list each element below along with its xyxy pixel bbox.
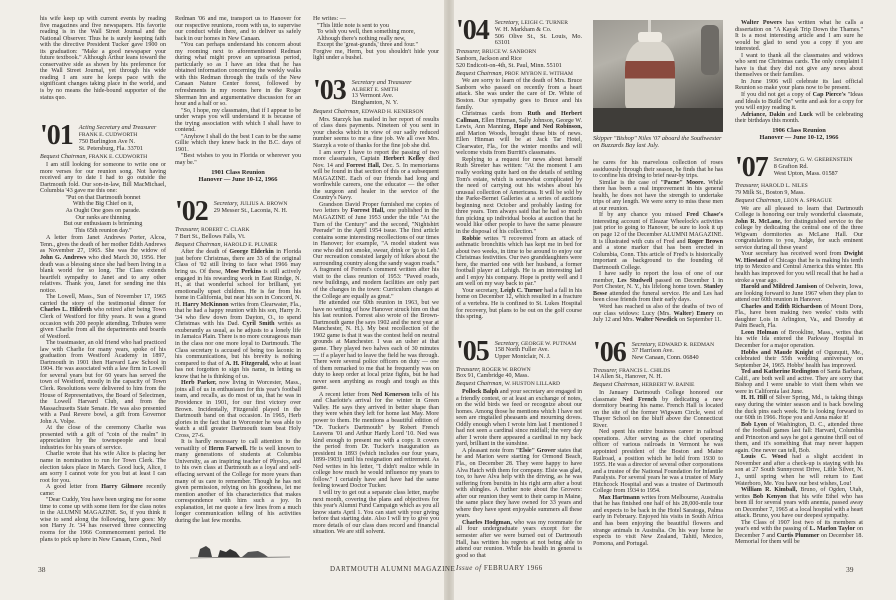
class-header-02: '02 Secretary, JULIUS A. BROWN 29 Messer St., Laconia, N. H. xyxy=(175,195,288,227)
issue-footer: Issue of FEBRUARY 1966 xyxy=(456,564,543,572)
class-header-06: '06 Secretary, EDWARD R. REDMAN 37 Harrison Ave. New Canaan, Conn. 06840 xyxy=(593,336,715,368)
paragraph: H. H. Hill of Silver Spring, Md., is taking things easy during the winter season and is back bowling the duck pins each week. He is looking forward to our 60th in 1966. Hope you and Anna make it! xyxy=(735,395,863,422)
paragraph: The Class of 1907 lost two of its members at year's end with the passing of L. Marlon Taylor on December 7 and Curtis Plummer on December 18. Memorial for them will be xyxy=(735,519,864,546)
paragraph: A good letter from Harry Gilmore recently came: xyxy=(40,484,166,497)
paragraph: We are all pleased to learn that Dartmouth College is honoring our truly wonderful classmate, John R. McLane, for distinguished service to the college by dedicating the central one of the three Wigwam dormitories as McLane Hall. Our congratulations to you, Judge, for such eminent service during all these years! xyxy=(735,205,863,251)
poem: "Put on that Dartmouth bonnet With the Big Chief on it, As Ought One goes on parade. Our ranks are thinning But our enthusiasm is brimming This 65th reunion day." xyxy=(63,194,143,234)
treasurer: Treasurer, FRANCIS L. CHILDS 14 Allen St., Hanover, N. H. xyxy=(593,367,671,381)
paragraph: I want to thank all the classmates and widows who sent me Christmas cards. The only complaint I have is that they did not give any news about themselves or their families. xyxy=(735,52,863,79)
bequest-chairman: Bequest Chairman, LEON A. SPRAGUE xyxy=(735,197,832,204)
paragraph: William R. Kimball, Bruno, of Ogden, Utah, writes Bob Kenyon that his wife Ethel who has been ill for several years with anemia, passed away on December 7, 1965 at a local hospital with a heart attack. Bruno, you have our deepest sympathy. xyxy=(735,487,863,520)
paragraph: He writes: — xyxy=(313,16,346,22)
page-spine xyxy=(444,0,454,600)
paragraph: I have sadly to report the loss of one of our member, Les Studwell passed on December 1 in Port Chester, N. Y., his lifelong home town. Stanley Besse attended the funeral service. He and Les had been close friends from their early days. xyxy=(593,271,723,304)
paragraph: I will try to get out a separate class letter, maybe next month, covering the plans and objectives for this year's Alumni Fund Campaign which as you all know starts April 1. You can start with your giving before that starting date. Also I will try to give you more details of our class dues record and financial situation. We are still solvent. xyxy=(313,489,440,536)
paragraph: Replying to a request for news about herself Ruth Streeter has written: "At the moment I am really working quite hard on the details of settling Tom's estate, which is somewhat complicated by the need of carrying out his wishes about his unusual collection of Americana. It will be sold by the Parke-Bernet Galleries at a series of auctions beginning next October and probably lasting for three years. Tom always said that he had so much fun picking up individual books at auction that he would like other people to have the same pleasure in the disposal of his collection." xyxy=(456,156,582,235)
bequest-chairman: Bequest Chairman, EDWARD H. KENERSON xyxy=(313,109,424,116)
class-year: '05 xyxy=(456,335,489,367)
paragraph: Ted and Katherine Redington of Santa Barbara, Calif., are both well and active. They are sorry that Bishop and I were unable to visit them when we were in California last June. xyxy=(735,369,864,395)
paragraph: Harold and Mildred Jamison of Oelwein, Iowa, are looking forward to June 1967 when they plan to attend our 60th reunion in Hanover. xyxy=(735,284,863,304)
paragraph: "Best wishes to you in Florida or wherever you may be." xyxy=(175,153,301,167)
bequest-chairman: Bequest Chairman, HAROLD E. PLUMER xyxy=(175,241,278,248)
paragraph: "So, I hope, my classmates, that if I appear to be under wraps you will understand it is because of the trying association with which I shall have to contend. xyxy=(175,107,301,134)
paragraph: Ned spent his entire business career in railroad operations. After serving as the chief operating officer of various railroads in Vermont he was appointed president of the Boston and Maine Railroad, a position which he held from 1930 to 1955. He was a director of several other corporations and a trustee of the National Foundation for Infantile Paralysis. For several years he was a trustee of Mary Hitchcock Hospital and was a trustee of Dartmouth College from 1934 to 1954. xyxy=(593,429,723,495)
paragraph: Max Hartmann writes from Melbourne, Australia that he has finished one half of his 28,000-mile tour and expects to be back in the Hotel Saratoga, Palma early in February. Enjoyed his visits in South Africa and has been enjoying the beautiful flowers and strange animals in Australia. On his way home he expects to visit New Zealand, Tahiti, Mexico, Pomona, and Portugal. xyxy=(593,494,723,547)
bequest-chairman: Bequest Chairman, FRANK E. CUDWORTH xyxy=(40,154,148,161)
paragraph: Robbie writes "I recovered from an attack of asthmatic bronchitis which has kept me in bed for about two weeks, in time to be around to enjoy our Christmas festivities. Our two granddaughters were here, the married one with her husband, a former football player at Lehigh. He is an interesting lad and I enjoy his company. Hope is pretty well and I am well on my way back to par." xyxy=(456,235,582,288)
paragraph: "You can perhaps understand his concern about my rooming next to aforementioned Redman during what might prove an uproarious period, particularly so as I have an idea that he has obtained information concerning the weekly walks with this Redman through the trails of the New Canaan Nature Center forest, followed by refreshments in my rooms here in the Roger Sherman Inn and argumentative discussion for an hour and a half or so. xyxy=(175,42,301,108)
treasurer: Treasurer, HAROLD L. NILES 79 Milk St., Boston 9, Mass. xyxy=(735,183,808,196)
secretary-role: Acting Secretary and Treasurer xyxy=(78,124,157,132)
paragraph: It is hardly necessary to call attention to the versatility of Herm Farwell. He is well known to many generations of students at Columbia University, as an inspiring teacher of Physics, and to his own class at Dartmouth as a loyal and self-effacing servant of the College for more years than many of us care to remember. Though he has not given permission, relying on his goodness, let me mention another of his characteristics that makes correspondence with him such a joy. In explanation, let me quote a few lines from a much longer communication telling of his activities during the last few months. xyxy=(175,439,301,524)
sailboat-photo xyxy=(593,20,723,132)
paragraph: Bob Lyon of Washington, D. C., attended three of the football games last fall: Harvard, Columbia and Princeton and says he got a genuine thrill out of them, and it's something that may never happen again. One never can tell, Bob. xyxy=(735,421,863,454)
paragraph: We are sorry to learn of the death of Mrs. Bruce Sanborn who passed on recently from a heart attack. She was under the care of Dr. White of Boston. Our sympathy goes to Bruce and his family. xyxy=(456,78,582,111)
class-header-03: '03 Secretary and Treasurer ALBERT E. SMITH 13 Vermont Ave. Binghamton, N. Y. xyxy=(313,74,412,107)
paragraph: Charles and Edith Richardson of Mount Dora, Fla., have been making two weeks' visits with daughter Lois in Arlington, Va., and Dorothy at Palm Beach, Fla. xyxy=(735,303,864,330)
secretary-name: LEIGH C. TURNER xyxy=(521,20,568,26)
secretary-address: 750 Burlington Ave N. xyxy=(78,137,136,145)
paragraph: Leon Holman of Brookline, Mass., writes that his wife Ida entered the Parkway Hospital in December for a major operation. xyxy=(735,329,863,350)
paragraph: Similar is the case of "Pacne" Moore. While there has been a real improvement in his general health, he does not have the strength to undertake trips of any length. We were sorry to miss these men at our reunion. xyxy=(593,179,723,212)
secretary-name: GEORGE W. PUTNAM xyxy=(521,340,577,347)
paragraph: Mrs. Starzyk has mailed in her report of results of class dues payments. Nineteen of you sent in your checks which in view of our sadly reduced number seems to me a fine job. We all owe Mrs. Starzyk a vote of thanks for the fine job she did. xyxy=(313,116,439,149)
secretary-name: G. W. GREBENSTEIN xyxy=(800,157,853,164)
column-3 xyxy=(313,16,439,536)
column-6 xyxy=(735,20,863,546)
class-year: '01 xyxy=(40,120,73,152)
paragraph: Pollock Balph and your secretary are engaged in a friendly contest, or at least an exchange of notes, on the wild birds we feed or recognize about our homes. Among those he mentions which I have not seen are ringtailed pheasants and mourning doves. Oddly enough when I wrote him last I mentioned I had not seen a cardinal since midfall; the very day after I wrote there appeared a cardinal in my back yard, brilliant in the sunshine. xyxy=(456,389,582,448)
paragraph: "Anyhow I shall do the best I can to be the same Gillie which they knew back in the B.C. days of 1901. xyxy=(175,133,301,153)
paragraph: he cares for his marvelous collection of roses assiduously through their season, he finds that he has to confine his driving to brief near-by trips. xyxy=(593,160,723,180)
column-4 xyxy=(456,15,583,559)
paragraph: I am still looking for someone to write one or more verses for our reunion song. Not having received any to date I had to go outside the Dartmouth fold. Our son-in-law, Bill MacMichael, Columbia '43 gave me this one: xyxy=(40,162,166,195)
paragraph: Herb Parker, now living in Worcester, Mass., joins all of us in enthusiasm for this year's football team, and recalls, as do most of us, that he was in Providence in 1901, for our first victory over Brown. Incidentally, Fitzgerald played in the Dartmouth band on that occasion. In 1965, Herb glories in the fact that in Worcester he was able to watch a still greater Dartmouth team beat Holy Cross, 27-6. xyxy=(175,380,301,439)
paragraph: Adriance, Dakin and Luck will be celebrating their birthdays this month. xyxy=(735,111,864,125)
paragraph: He attended our 60th reunion in 1963, but we have no writing of how Hanover struck him on that his last reunion. Forrest also wrote of the Brown-Dartmouth game (he says 1902 and the next year at Manchester, N. H.). My best recollection of the 1902 game is that it was the contest held on neutral grounds at Manchester. I was an usher at that game. They played two halves each of 30 minutes — if a player had to leave the field he was through. There were several police officers on duty — one of them remarked to me that he frequently was on duty to keep order at local prize fights, but he had never seen anything as rough and tough as this game. xyxy=(313,300,439,392)
paragraph: The Lowell, Mass., Sun of November 17, 1965 carried the story of the testimonial dinner for Charles L. Hildreth who retired after being Town Clerk of Westford for fifty years. It was a grand occasion with 200 people attending. Tributes were given Charlie from all the departments and boards of Westford. xyxy=(40,294,166,340)
page-number-left: 38 xyxy=(38,565,46,574)
secretary-name: ALBERT E. SMITH xyxy=(351,86,399,93)
treasurer: Treasurer, ROGER W. BROWN Box 91, Cambridge 40, Mass. xyxy=(456,366,531,380)
paragraph: Word has reached us also of the deaths of two of our class widows: Lucy (Mrs. Walter) Emery on July 12 and Mrs. Walter Newdick on September 11. xyxy=(593,304,723,324)
class-header-05: '05 Secretary, GEORGE W. PUTNAM 158 North Fuller Ave. Upper Montclair, N. J. xyxy=(456,335,577,367)
paragraph: If you did not get a copy of Cap Pierce's "Ideas and Ideals to Build On" write and ask for a copy for you will enjoy reading it. xyxy=(735,92,863,112)
class-year: '03 xyxy=(313,74,346,106)
column-1 xyxy=(40,16,166,543)
class-header-04: '04 Secretary, LEIGH C. TURNER W. H. Markham & Co. 506 Olive St., St. Louis, Mo. 63101 xyxy=(456,15,582,47)
secretary-name: FRANK E. CUDWORTH xyxy=(78,131,138,138)
paragraph: A recent letter from Ned Kenerson tells of his and Charlotte's arrival for the winter in Green Valley. He says they arrived in better shape than they were when they left for home last May. More power to them. He mentions a beautiful edition of "Dr. Tucker's Dartmouth" by Robert French Leavens '01 and Arthur Hardy Lord '10. Ned was kind enough to present me with a copy. It covers the period from Dr. Tucker's inauguration as president in 1893 (which includes our four years, 1899-1903) until his resignation and retirement. As Ned writes in his letter, "I didn't realize while in college how much he would influence my years to follow." I certainly have and have had the same feeling toward Doctor Tucker. xyxy=(313,391,439,490)
secretary-address: 29 Messer St., Laconia, N. H. xyxy=(213,206,288,214)
class-year: '07 xyxy=(735,152,768,184)
class-year: '04 xyxy=(456,15,489,46)
paragraph: After the death of George Elderkin in Florida just before Christmas, there are 33 of the original Class of '02 still living to face what 1966 may bring us. Of these, Mose Perkins is still actively engaged in his rewarding work in East Rindge, N. H., at that wonderful school for brilliant, yet emotionally upset children. He is far from his home in California, but near his son in Concord, N. H. Harry McKinnon writes from Clearwater, Fla., that he had a happy reunion with his son, Harry Jr. '34 who flew down from Dayton, O., to spend Christmas with his Dad. Cyril Smith writes as exuberantly as usual, as he adjusts to a lonely life in Jamaica Plain. There is no more courageous man in the class nor one more loyal to Dartmouth. The Class secretary is accused of being too laconic in his communications, but his brevity is nothing compared to that of A. H. Fitzgerald, who at least has not forgotten to sign his name, in letting us know that he is thinking of us. xyxy=(175,249,302,380)
paragraph: Forgive me, Herm, but you shouldn't hide your light under a bushel. xyxy=(313,48,439,62)
reunion-notice: 1906 Class Reunion Hanover — June 10-12, 1966 xyxy=(759,126,839,141)
paragraph: "Dear Cuddy, You have been urging me for some time to come up with some item for the class notes in the ALUMNI MAGAZINE. So, if you think it wise to send along the following, here goes: My son Harry Jr. '34 has reserved three connecting rooms for the 1966 Commencement period. He plans to pick up here in New Canaan, Conn., Ned xyxy=(40,497,166,543)
secretary-name: EDWARD R. REDMAN xyxy=(658,341,715,348)
paragraph: Walter Powers has written what he calls a dissertation on "A Kayak Trip Down the Thames." It is a most interesting article and I am sure he would be glad to send you a copy if you are interested. xyxy=(735,20,863,53)
secretary-address: St. Petersburg, Fla. 33701 xyxy=(78,144,143,152)
paragraph: I am sorry I have to report the passing of two more classmates, Captain Herbert Kelley died Nov. 14 and Forrest Hall, Dec. 5. In memoriams will be found in that section of this or a subsequent MAGAZINE. Each of our friends had long and worthwhile careers, one the educator — the other the surgeon and healer in the service of the Country's Navy. xyxy=(313,149,439,202)
paragraph: A pleasant note from "Elsie" Grover states that he and Marion were starting for Ormond Beach, Fla., on December 28. They were happy to have Alva Hatch with them for company. Elsie was glad, too, to have Alva help with the driving, as he was suffering from bursitis in his right arm after a bout with shingles. A further note about the Grovers: after our reunion they went to their camp in Maine, the same place they have owned for 33 years and where they have spent enjoyable summers all these years. xyxy=(456,447,582,520)
paragraph: Grandson David Proper furnished me copies of two letters by Forrest Hall, one published in the MAGAZINE of June 1953 under the title "At the Turn of the Century" and the second, "Nightshirt Peerade" in the April 1954 issue. The first article contains some interesting recollections of our times in Hanover; for example, "A model student was one who did not smoke, swear, drink or 'go to Leb.' Our recreation consisted largely of hikes about the surrounding country along the sandy wagon roads." A fragment of Forrest's comment written after his visit to the class reunion of 1953: "Paved roads, new buildings, and modern facilities are only part of the changes in the town: Curriculum changes at the College are equally as great." xyxy=(313,201,439,300)
bequest-chairman: Bequest Chairman, HERBERT W. BAINIE xyxy=(593,382,695,389)
paragraph: Hobbs and Maude Knight of Ogunquit, Me., celebrated their 55th wedding anniversary on September 24, 1965. Hobbs' health has improved. xyxy=(735,349,863,369)
paragraph: Charles Hodgman, who was my roommate for all four undergraduate years except for the semester after we were burned out of Dartmouth Hall, has written his regrets at not being able to attend our reunion. While his health in general is good so that xyxy=(456,519,583,559)
column-2 xyxy=(175,16,301,524)
paragraph: Charlie wrote that his wife Alice is placing her name in nomination to run for Town Clerk. The election takes place in March. Good luck, Alice, I am sorry I cannot vote for you but at least I can root for you. xyxy=(40,451,166,484)
class-year: '06 xyxy=(593,336,626,368)
bequest-chairman: Bequest Chairman, W. HUSTON LILLARD xyxy=(456,381,561,388)
secretary-role: Secretary and Treasurer xyxy=(351,78,412,86)
photo-caption: Skipper "Bishop" Niles '07 aboard the Southwester on Buzzards Bay last July. xyxy=(593,135,722,149)
verse: "This little note is sent to you To wish you well, then something more, Although there's nothing really new, Except the 'great-grands,' three and four." xyxy=(317,22,418,49)
paragraph: The toastmaster, an old friend who had practiced law with Charlie for many years, spoke of his graduation from Westford Academy in 1897, Dartmouth in 1901 then Harvard Law School in 1904. He was associated with a law firm in Lowell for several years but for 60 years has served the town of Westford, mostly in the capacity of Town Clerk. Resolutions were delivered to him from the House of Representatives, the Board of Selectmen, the Lowell Harvard Club, and from the Massachusetts State Senate. He was also presented with a Paul Revere bowl, a gift from Governor John A. Volpe. xyxy=(40,340,166,425)
bequest-chairman: Bequest Chairman, PROF. MYRON E. WITHAM xyxy=(456,70,573,77)
paragraph: his wife keep up with current events by reading five magazines and five newspapers. His favorite reading is in the Wall Street Journal and the National Observer. Thus he is surely keeping faith with the directive President Tucker gave 1900 on its graduation: "Make a good newspaper your future textbook." Although Arthur leans toward the conservative side as shown by his preference for the Wall Street Journal, yet through his wide reading I am sure he keeps pace with the significant changes taking place in the world, and is by no means the hide-bound supporter of the status quo. xyxy=(40,16,166,101)
reunion-notice: 1901 Class Reunion Hanover — June 10-12, 1966 xyxy=(198,168,278,183)
paragraph: In January Dartmouth College honored our classmate Ned French by dedicating a new dormitory bearing his name. French Hall is located on the site of the former Wigwam Circle, west of Thayer School on the bluff above the Connecticut River. xyxy=(593,390,723,429)
paragraph: A letter from Janet Andrews Porter, Alcoa, Tenn., gives the death of her mother Edith Andrews as November 27, 1965. She was the widow of John G. Andrews who died March 30, 1956. Her death was a blessing since she had been living in a blank world for so long. The Class extends heartfelt sympathy to Janet and to any other relatives. Thank you, Janet for sending me this notice. xyxy=(40,235,166,294)
paragraph: Your secretary, Leigh C. Turner had a fall in his home on December 12, which resulted in a fracture of a vertebra. He is confined to St. Lukes Hospital for recovery, but plans to be out on the golf course this spring. xyxy=(456,287,583,321)
treasurer: Treasurer, BRUCE W. SANBORN Sanborn, Jackson and Rice 520 Endicott-on-4th, St. Paul, Minn. 55101 xyxy=(456,49,562,69)
paragraph: Redman '06 and me, transport us to Hanover for our respective reunions, room with us, to supervise our conduct while there, and to deliver us safely back in our homes in New Canaan. xyxy=(175,16,301,42)
campus-sketch-illustration xyxy=(190,540,290,560)
paragraph: In June 1906 will celebrate its last official Reunion so make your plans now to be present. xyxy=(735,78,863,92)
paragraph: If by any chance you missed Fred Chase's interesting account of Eleazar Wheelock's activities just prior to going to Hanover, be sure to look it up on page 12 of the December ALUMNI MAGAZINE. It is illustrated with cuts of Fred and Roger Brown and a stone marker that has been erected in Columbia, Conn. This article of Fred's is historically important as background to the founding of Dartmouth College. xyxy=(593,212,723,271)
class-header-01 xyxy=(40,120,166,152)
class-header-07: '07 Secretary, G. W. GREBENSTEIN 8 Grafton Rd. West Upton, Mass. 01587 xyxy=(735,152,853,184)
paragraph: Louis C. Wood had a slight accident in November and after a check-up is staying with his son at 27 South Sunnycrest Drive, Little Silver, N. J., until spring when he will return to East Waterboro, Me. You have our best wishes, Lou! xyxy=(735,454,863,487)
column-5 xyxy=(593,160,723,547)
paragraph: Christmas cards from Ruth and Herbert Callman, Ellen Hinman, Sally Johnson, George W. Lewis, Ann Manning, Hope and Ned Robinson, and Marion Woods, brought these bits of news. Ellen Hinman will be at Jack Tar Hotel, Clearwater, Fla., for the winter months and will welcome visits from Burritt's classmates. xyxy=(456,111,582,157)
page-number-right: 39 xyxy=(846,565,854,574)
treasurer: Treasurer, ROBERT C. CLARK 7 Burt St., Bellows Falls, Vt. xyxy=(175,226,250,240)
paragraph: At the close of the ceremony Charlie was presented with a gift of "coin of the realm" in appreciation by the townspeople and local industries for his years of service. xyxy=(40,425,166,451)
magazine-footer: DARTMOUTH ALUMNI MAGAZINE xyxy=(330,565,456,573)
class-year: '02 xyxy=(175,195,208,227)
paragraph: Your secretary has received word from Dwight W. Hiestand of Chicago that he is making his tenth trip to Mexico and Central America this winter. His health has improved for you will recall that he had a stroke a year ago. xyxy=(735,251,863,284)
secretary-name: JULIUS A. BROWN xyxy=(240,200,288,207)
